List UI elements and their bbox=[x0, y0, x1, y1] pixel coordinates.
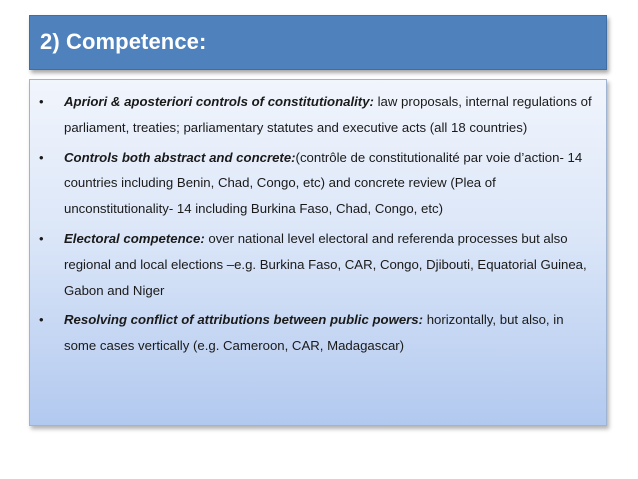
bullet-item-abstract-concrete bbox=[30, 145, 606, 222]
bullet-icon: • bbox=[39, 149, 44, 165]
bullet-icon: • bbox=[39, 94, 44, 109]
bullet-text: (contrôle de constitutionalité par voie d’action- 14 countries including Benin, Chad, Congo, etc) and concrete review (Plea of unconstitutionality- 14 including Burkina Faso, Chad, Congo, etc) bbox=[64, 149, 583, 217]
bullet-text: horizontally, but also, in some cases vertically (e.g. Cameroon, CAR, Madagascar) bbox=[64, 312, 564, 354]
bullet-list bbox=[30, 89, 606, 363]
bullet-lead: Electoral competence: bbox=[64, 230, 205, 246]
slide-title-bar bbox=[29, 15, 607, 70]
bullet-item-apriori bbox=[30, 89, 606, 141]
bullet-item-electoral bbox=[30, 226, 606, 303]
slide-title: 2) Competence: bbox=[40, 29, 207, 54]
bullet-lead: Resolving conflict of attributions between public powers: bbox=[64, 312, 424, 328]
bullet-text: law proposals, internal regulations of parliament, treaties; parliamentary statutes and executive acts (all 18 countries) bbox=[64, 94, 592, 135]
bullet-icon: • bbox=[39, 312, 44, 328]
bullet-lead: Controls both abstract and concrete: bbox=[64, 149, 296, 165]
bullet-item-conflict bbox=[30, 307, 606, 359]
bullet-text: over national level electoral and referenda processes but also regional and local elections –e.g. Burkina Faso, CAR, Congo, Djibouti, Equatorial Guinea, Gabon and Niger bbox=[64, 230, 587, 298]
bullet-lead: Apriori & aposteriori controls of constitutionality: bbox=[64, 94, 374, 109]
bullet-icon: • bbox=[39, 230, 44, 246]
content-box bbox=[29, 79, 607, 426]
